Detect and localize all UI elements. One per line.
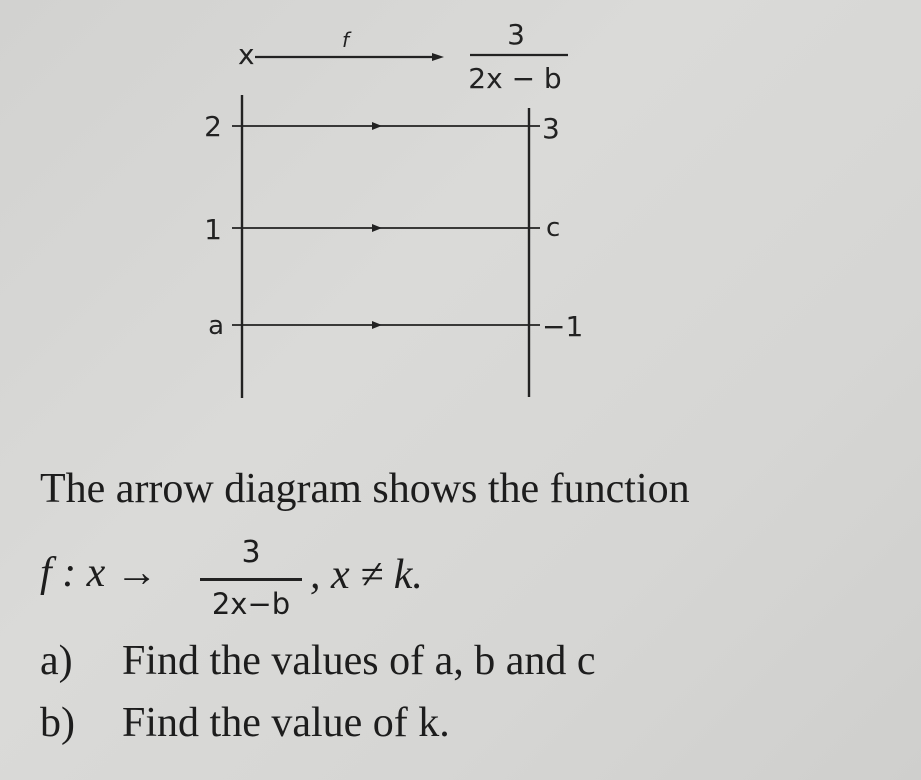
codomain-value-3: 3: [542, 112, 560, 145]
question-a-text: Find the values of a, b and c: [122, 638, 596, 684]
question-b-text: Find the value of k.: [122, 700, 450, 746]
problem-intro: The arrow diagram shows the function: [40, 466, 690, 512]
codomain-value-c: c: [546, 213, 561, 243]
fraction-bar: [200, 578, 302, 581]
codomain-value-minus1: −1: [542, 310, 584, 343]
function-definition: [40, 532, 740, 632]
header-function-name: f: [342, 28, 350, 52]
function-fraction: [198, 532, 304, 632]
function-prefix: f : x →: [40, 550, 158, 596]
header-arrow-head: [432, 53, 444, 61]
fraction-numerator: 3: [241, 535, 261, 570]
mapping-arrow-a-to-minus1: [372, 321, 382, 329]
header-denominator: 2x − b: [468, 62, 562, 95]
domain-value-a: a: [208, 311, 224, 341]
fraction-denominator: 2x−b: [211, 587, 291, 621]
question-a: [40, 640, 596, 682]
header-numerator: 3: [507, 18, 525, 51]
domain-value-1: 1: [204, 213, 222, 246]
question-b-label: b): [40, 700, 75, 746]
domain-value-2: 2: [204, 110, 222, 143]
question-a-label: a): [40, 638, 73, 684]
question-b: [40, 702, 450, 744]
mapping-arrow-2-to-3: [372, 122, 382, 130]
function-suffix: , x ≠ k.: [310, 552, 423, 598]
header-domain-symbol: x: [238, 38, 255, 71]
mapping-arrow-1-to-c: [372, 224, 382, 232]
